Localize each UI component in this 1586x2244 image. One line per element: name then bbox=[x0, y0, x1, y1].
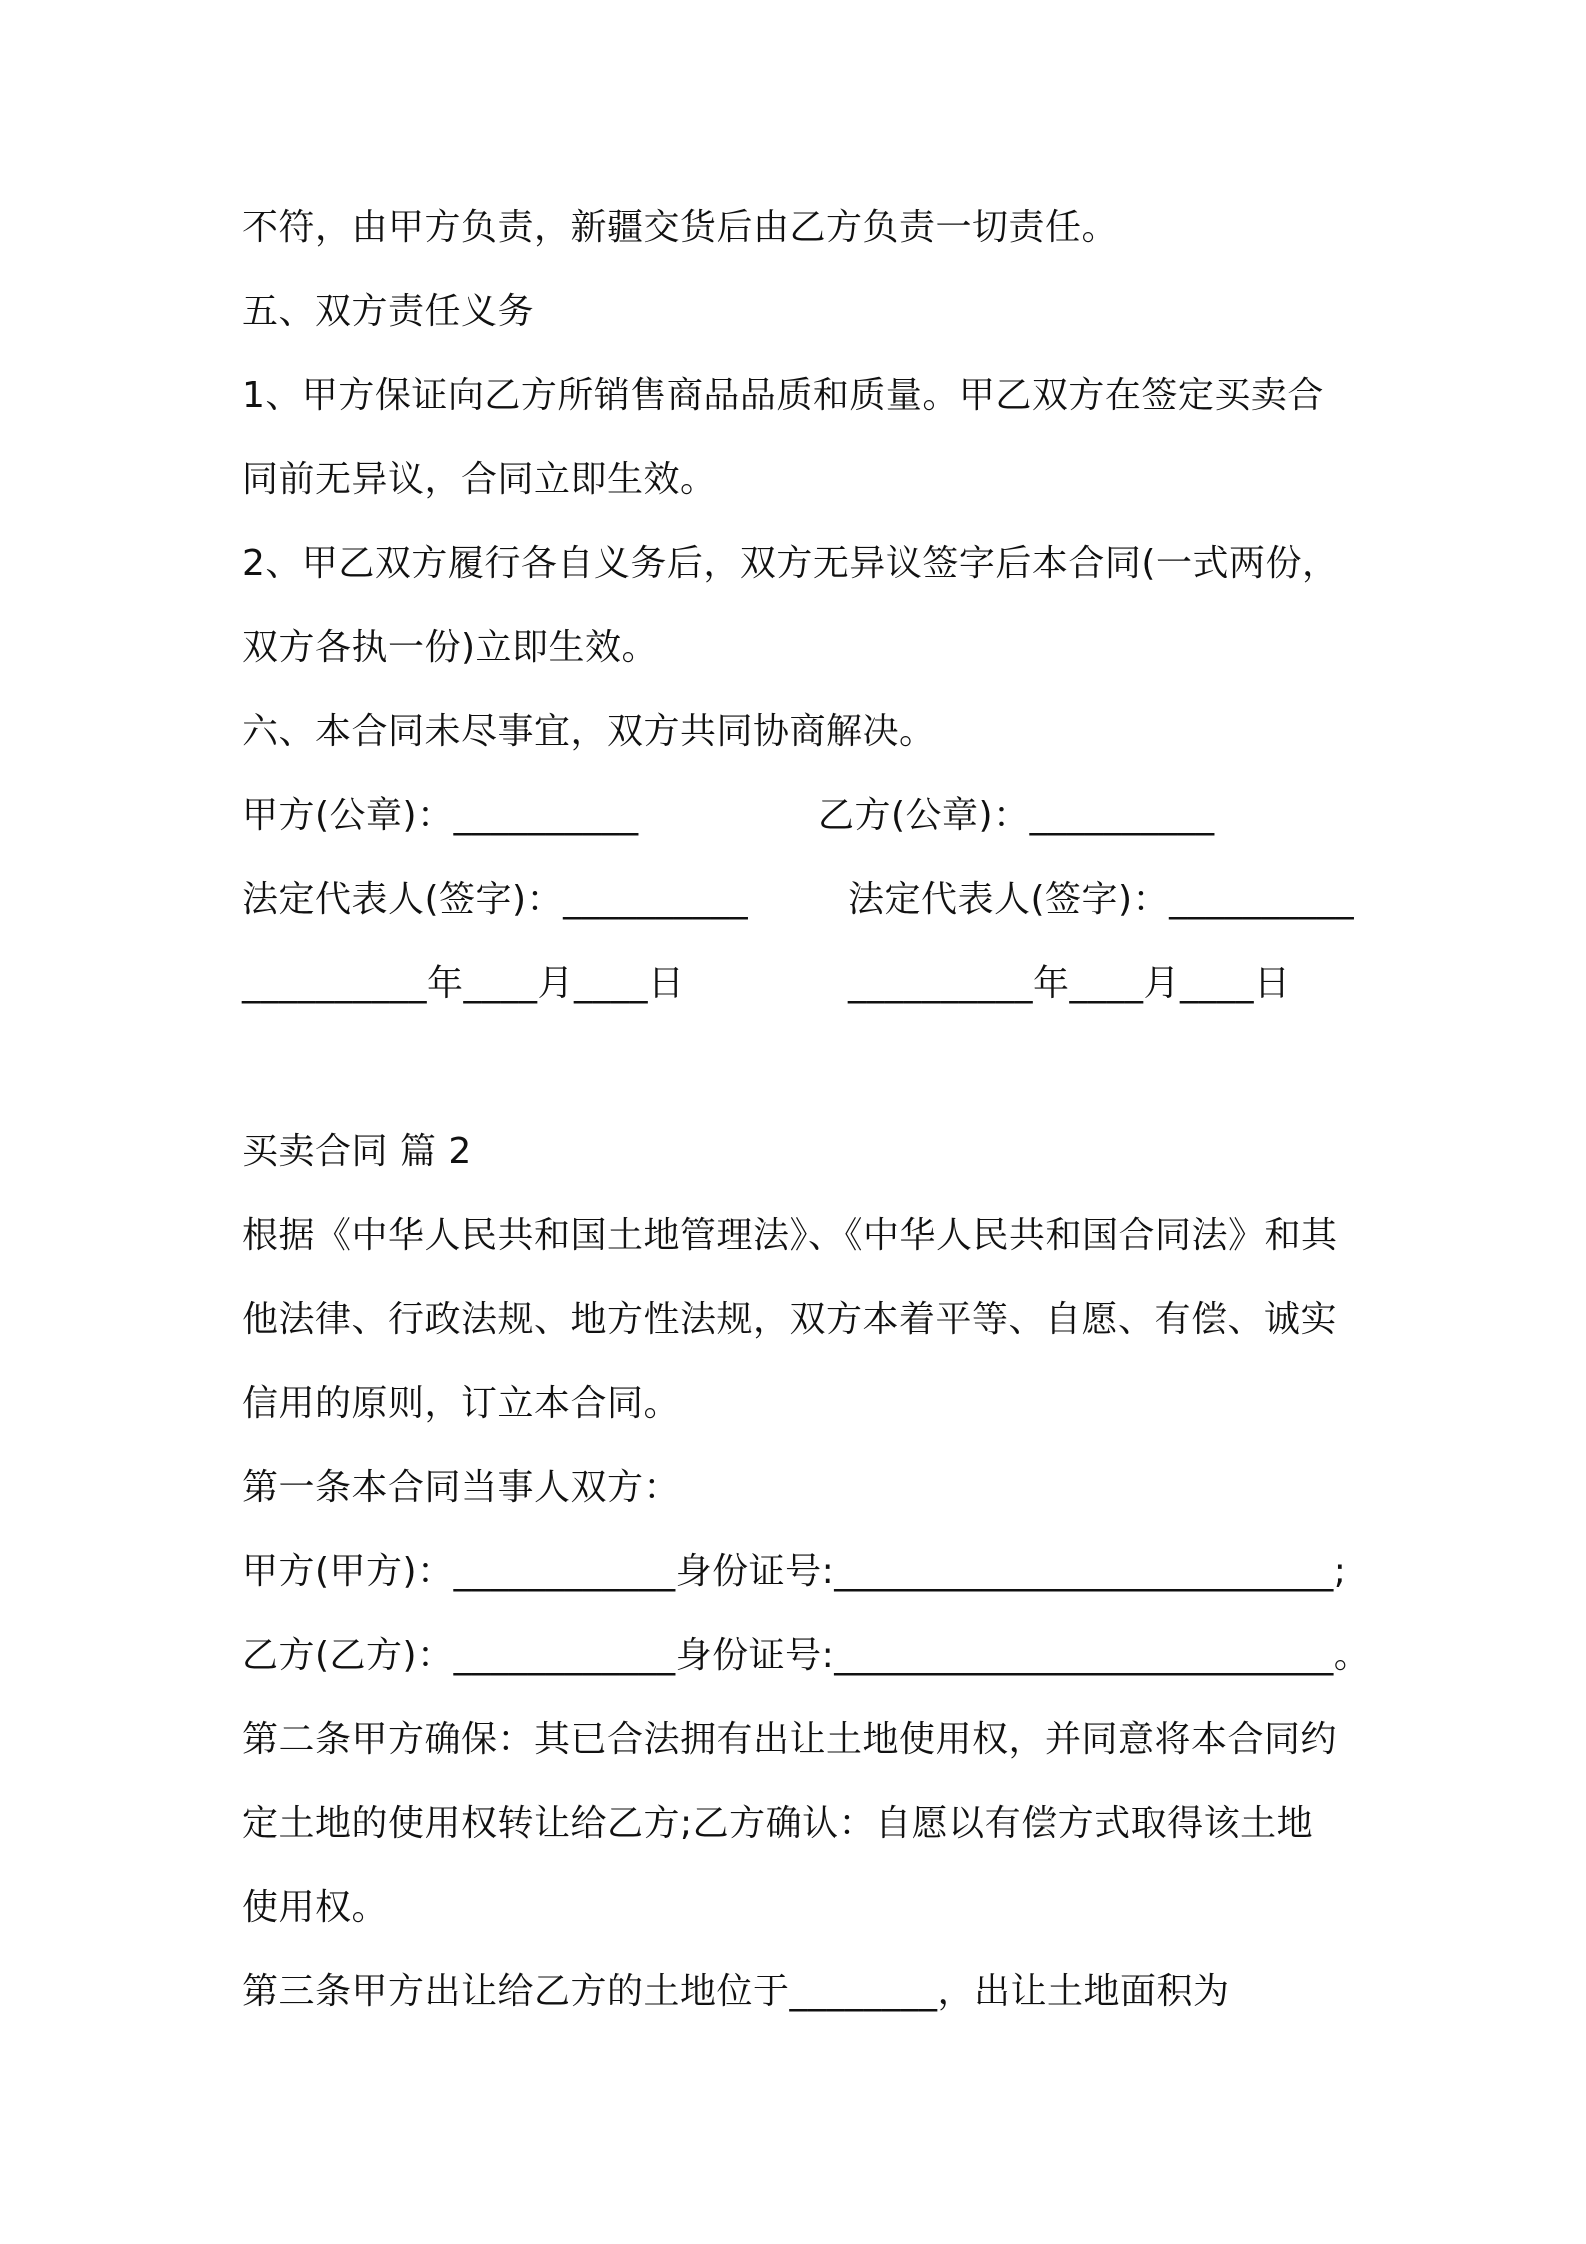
party-a-representative-field: 法定代表人(签字)：__________ bbox=[242, 879, 749, 920]
paragraph-line: 信用的原则，订立本合同。 bbox=[242, 1383, 681, 1424]
paragraph-line: 他法律、行政法规、地方性法规，双方本着平等、自愿、有偿、诚实 bbox=[242, 1299, 1338, 1340]
paragraph-line: 双方各执一份)立即生效。 bbox=[242, 627, 659, 668]
party-a-seal-field: 甲方(公章)：__________ bbox=[242, 795, 639, 836]
paragraph-line: 第二条甲方确保：其已合法拥有出让土地使用权，并同意将本合同约 bbox=[242, 1719, 1338, 1760]
contract-title: 买卖合同 篇 2 bbox=[242, 1131, 472, 1172]
party-b-seal-field: 乙方(公章)：__________ bbox=[818, 795, 1215, 836]
party-b-date-field: __________年____月____日 bbox=[848, 963, 1291, 1004]
paragraph-line: 第三条甲方出让给乙方的土地位于________，出让土地面积为 bbox=[242, 1971, 1230, 2012]
section-heading: 六、本合同未尽事宜，双方共同协商解决。 bbox=[242, 711, 936, 752]
party-a-id-field: 甲方(甲方)：____________身份证号:___________________________; bbox=[242, 1551, 1347, 1592]
paragraph-line: 使用权。 bbox=[242, 1887, 389, 1928]
paragraph-line: 定土地的使用权转让给乙方;乙方确认：自愿以有偿方式取得该土地 bbox=[242, 1803, 1314, 1844]
article-heading: 第一条本合同当事人双方： bbox=[242, 1467, 681, 1508]
paragraph-line: 不符，由甲方负责，新疆交货后由乙方负责一切责任。 bbox=[242, 207, 1119, 248]
paragraph-line: 同前无异议，合同立即生效。 bbox=[242, 459, 717, 500]
paragraph-line: 1、甲方保证向乙方所销售商品品质和质量。甲乙双方在签定买卖合 bbox=[242, 375, 1324, 416]
section-heading: 五、双方责任义务 bbox=[242, 291, 535, 332]
paragraph-line: 根据《中华人民共和国土地管理法》、《中华人民共和国合同法》和其 bbox=[242, 1215, 1338, 1256]
party-b-representative-field: 法定代表人(签字)：__________ bbox=[848, 879, 1355, 920]
paragraph-line: 2、甲乙双方履行各自义务后，双方无异议签字后本合同(一式两份， bbox=[242, 543, 1339, 584]
party-a-date-field: __________年____月____日 bbox=[242, 963, 685, 1004]
party-b-id-field: 乙方(乙方)：____________身份证号:___________________________。 bbox=[242, 1635, 1371, 1676]
